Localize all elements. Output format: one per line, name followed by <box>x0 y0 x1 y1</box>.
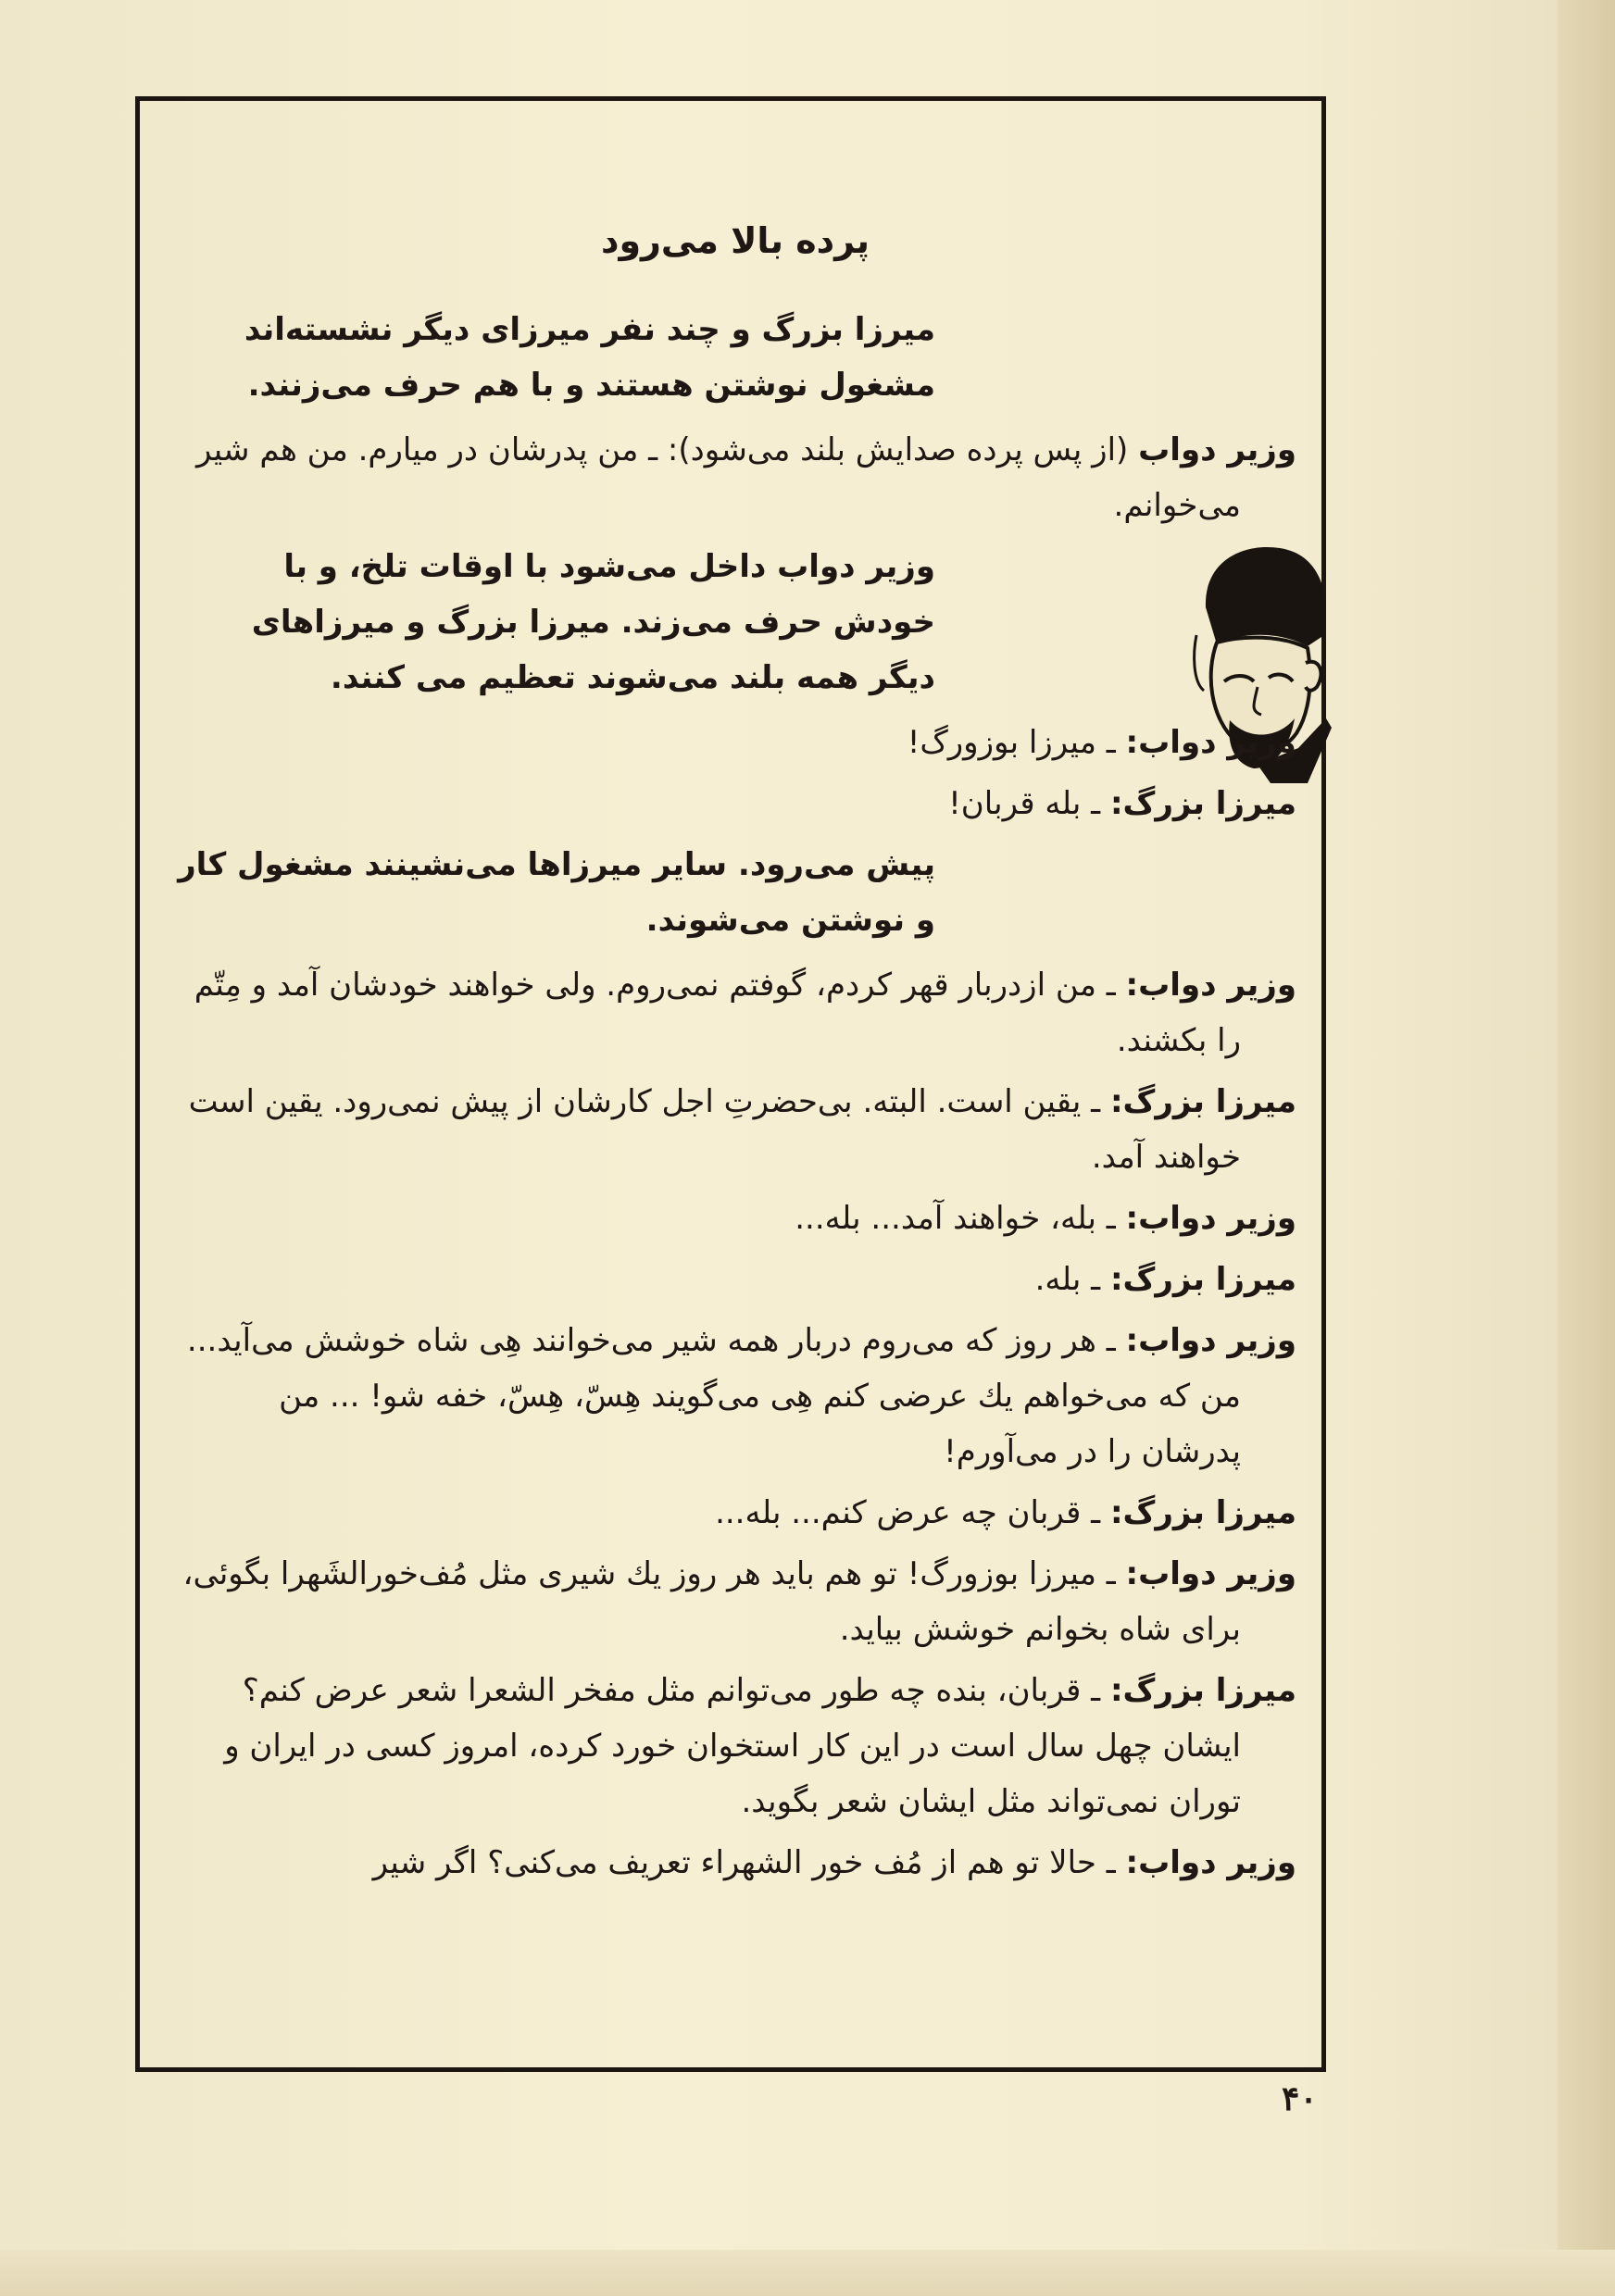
speaker-name: میرزا بزرگ: <box>1109 1672 1296 1709</box>
scene-title: پرده بالا می‌رود <box>600 220 870 261</box>
dialogue-text: ـ قربان چه عرض کنم... بله... <box>715 1494 1101 1531</box>
play-text <box>174 213 1296 1896</box>
page-edge <box>1558 0 1615 2296</box>
speaker-name: وزیر دواب: <box>1125 1322 1296 1359</box>
dialogue-line <box>174 1074 1296 1185</box>
dialogue-text: ـ میرزا بوزورگ! <box>907 724 1116 761</box>
speaker-name: وزیر دواب: <box>1125 967 1296 1004</box>
dialogue-line <box>174 1663 1296 1829</box>
dialogue-line <box>174 776 1296 831</box>
speaker-name: وزیر دواب: <box>1125 1844 1296 1881</box>
page-bottom-edge <box>0 2250 1615 2296</box>
speaker-name: وزیر دواب <box>1138 431 1296 468</box>
dialogue-text: (از پس پرده صدایش بلند می‌شود): ـ من پدرشان در میارم. من هم شیر می‌خوانم. <box>196 431 1241 524</box>
dialogue-text: ـ هر روز که می‌روم دربار همه شیر می‌خوانند هِی شاه خوشش می‌آید... من که می‌خواهم یك عرضی کنم هِی می‌گویند هِسّ، هِسّ، خفه شو! ... من پدرشان را در می‌آورم! <box>186 1322 1241 1470</box>
speaker-name: میرزا بزرگ: <box>1109 1083 1296 1120</box>
dialogue-line <box>174 1191 1296 1246</box>
dialogue-text: ـ بله. <box>1034 1261 1101 1298</box>
dialogue-line <box>174 1835 1296 1890</box>
dialogue-text: ـ یقین است. البته. بی‌حضرتِ اجل کارشان از پیش نمی‌رود. یقین است خواهند آمد. <box>188 1083 1241 1176</box>
dialogue-line <box>174 422 1296 533</box>
dialogue-text: ـ بله قربان! <box>948 785 1101 822</box>
stage-direction: پیش می‌رود. سایر میرزاها می‌نشینند مشغول کار و نوشتن می‌شوند. <box>178 846 935 939</box>
dialogue-line <box>174 1313 1296 1479</box>
dialogue-line <box>174 957 1296 1068</box>
dialogue-line <box>174 1546 1296 1657</box>
dialogue-line <box>174 715 1296 770</box>
speaker-name: وزیر دواب: <box>1125 1555 1296 1592</box>
speaker-name: وزیر دواب: <box>1125 724 1296 761</box>
dialogue-line <box>174 1252 1296 1307</box>
speaker-name: میرزا بزرگ: <box>1109 785 1296 822</box>
stage-direction: وزیر دواب داخل می‌شود با اوقات تلخ، و با خودش حرف می‌زند. میرزا بزرگ و میرزاهای دیگر همه بلند می‌شوند تعظیم می کنند. <box>251 548 935 696</box>
page-number: ۴۰ <box>1282 2079 1318 2118</box>
dialogue-text: ـ بله، خواهند آمد... بله... <box>795 1200 1116 1237</box>
dialogue-text: ـ من ازدربار قهر کردم، گوفتم نمی‌روم. ولی خواهند خودشان آمد و مِتّم را بکشند. <box>194 967 1241 1059</box>
speaker-name: میرزا بزرگ: <box>1109 1494 1296 1531</box>
speaker-name: میرزا بزرگ: <box>1109 1261 1296 1298</box>
speaker-name: وزیر دواب: <box>1125 1200 1296 1237</box>
stage-direction: میرزا بزرگ و چند نفر میرزای دیگر نشسته‌اند مشغول نوشتن هستند و با هم حرف می‌زنند. <box>244 311 935 404</box>
dialogue-text: ـ میرزا بوزورگ! تو هم باید هر روز یك شیری مثل مُف‌خورالشَهرا بگوئی، برای شاه بخوانم خوشش بیاید. <box>182 1555 1241 1648</box>
dialogue-text: ـ قربان، بنده چه طور می‌توانم مثل مفخر الشعرا شعر عرض کنم؟ ایشان چهل سال است در این کار استخوان خورد کرده، امروز کسی در ایران و توران نمی‌تواند مثل ایشان شعر بگوید. <box>224 1672 1241 1820</box>
dialogue-line <box>174 1485 1296 1541</box>
dialogue-text: ـ حالا تو هم از مُف خور الشهراء تعریف می‌کنی؟ اگر شیر <box>372 1844 1116 1881</box>
